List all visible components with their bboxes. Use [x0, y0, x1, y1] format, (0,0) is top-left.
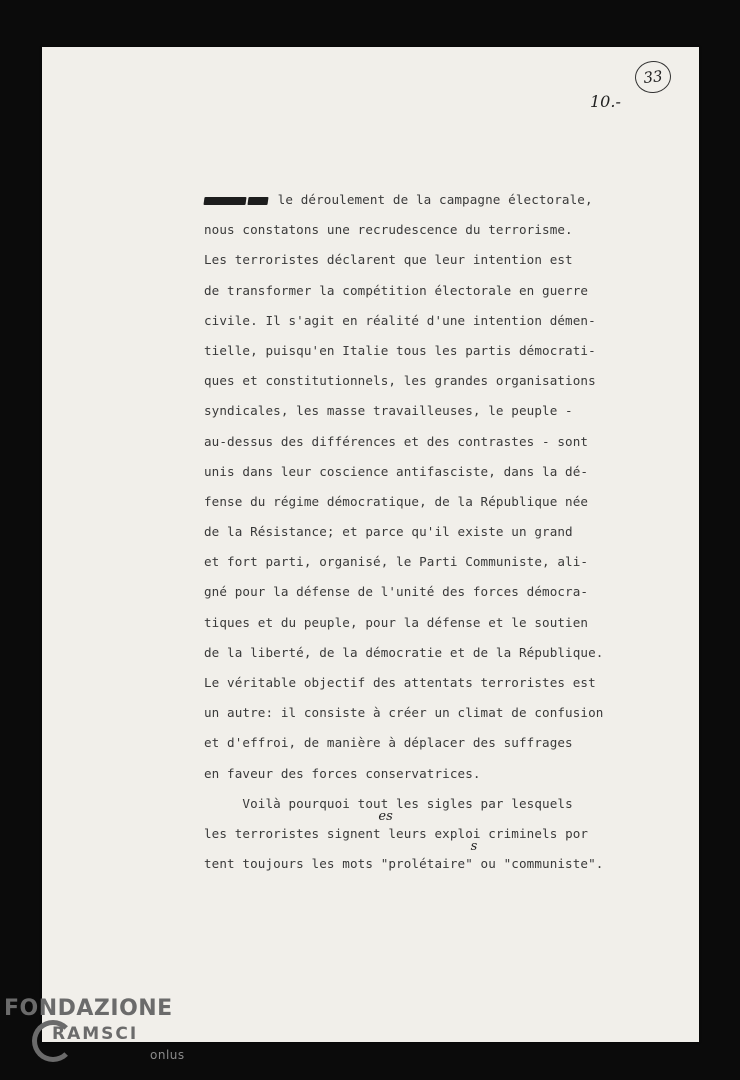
- text-line: Le véritable objectif des attentats terroristes est: [204, 675, 596, 690]
- logo-line-3: onlus: [150, 1048, 185, 1062]
- handwritten-page-number: 10.-: [590, 92, 621, 111]
- text-line: fense du régime démocratique, de la République née: [204, 493, 589, 509]
- text-line: civile. Il s'agit en réalité d'une intention démen-: [204, 312, 596, 328]
- text-line: au-dessus des différences et des contrastes - sont: [204, 433, 589, 449]
- text-line: le déroulement de la campagne électorale,: [204, 185, 644, 215]
- text-line: Les terroristes déclarent que leur intention est: [204, 252, 573, 268]
- logo-line-2: RAMSCI: [52, 1024, 139, 1044]
- text-line: de transformer la compétition électorale en guerre: [204, 282, 589, 298]
- struck-out-word: [247, 197, 268, 205]
- text-line: nous constatons une recrudescence du terrorisme.: [204, 222, 573, 238]
- text-line: unis dans leur coscience antifasciste, dans la dé-: [204, 463, 589, 479]
- archive-number-circled: 33: [633, 59, 672, 95]
- text-line: un autre: il consiste à créer un climat de confusion: [204, 705, 604, 721]
- document-page: [42, 47, 699, 1042]
- text-line: en faveur des forces conservatrices.: [204, 765, 481, 781]
- text-line: Voilà pourquoi tout es les sigles par lesquels: [204, 795, 573, 824]
- text-line: ques et constitutionnels, les grandes organisations: [204, 373, 596, 389]
- text-line: et fort parti, organisé, le Parti Communiste, ali-: [204, 554, 589, 570]
- text-line: et d'effroi, de manière à déplacer des suffrages: [204, 735, 573, 751]
- text-line: de la liberté, de la démocratie et de la République.: [204, 644, 604, 660]
- text-line: les terroristes signent leurs exploi s criminels por: [204, 825, 589, 854]
- text-line: tent toujours les mots "prolétaire" ou "communiste".: [204, 856, 604, 872]
- text-line: de la Résistance; et parce qu'il existe un grand: [204, 524, 573, 540]
- typed-body-text: [204, 185, 644, 879]
- text-line: syndicales, les masse travailleuses, le peuple -: [204, 403, 573, 419]
- logo-line-1: FONDAZIONE: [4, 996, 173, 1021]
- struck-out-word: [203, 197, 246, 205]
- text-line: tielle, puisqu'en Italie tous les partis démocrati-: [204, 342, 596, 358]
- text-line: gné pour la défense de l'unité des forces démocra-: [204, 584, 589, 600]
- text-line: tiques et du peuple, pour la défense et le soutien: [204, 614, 589, 630]
- fondazione-gramsci-logo: [4, 996, 185, 1062]
